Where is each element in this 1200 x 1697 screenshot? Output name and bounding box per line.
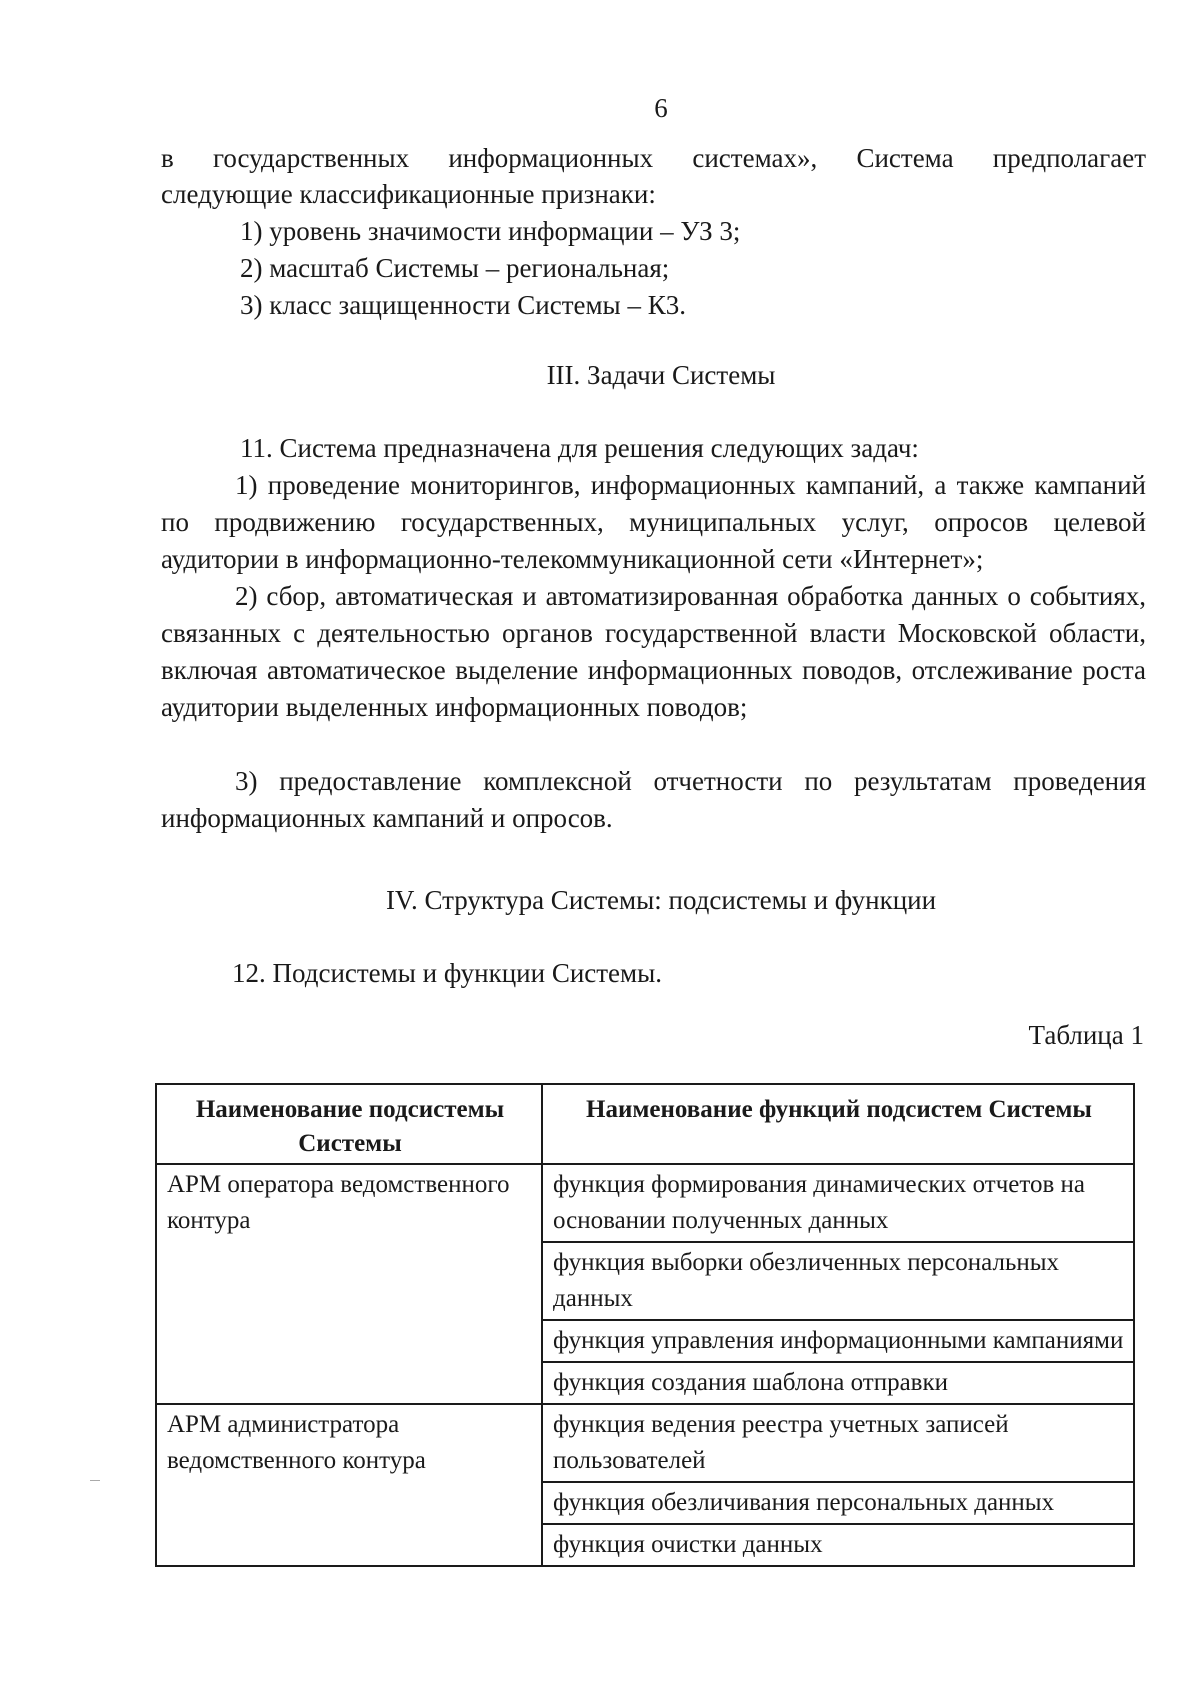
function-cell: функция ведения реестра учетных записей пользователей [542, 1404, 1134, 1482]
intro-item-3: 3) класс защищенности Системы – К3. [240, 290, 686, 320]
intro-item-2: 2) масштаб Системы – региональная; [240, 253, 670, 283]
table-caption: Таблица 1 [1028, 1020, 1144, 1050]
subsystems-table [155, 1083, 1135, 1567]
table-header-subsystem: Наименование подсистемы Системы [156, 1084, 542, 1164]
subsystem-cell: АРМ оператора ведомственного контура [156, 1164, 542, 1404]
section-3-item-1 [161, 467, 1146, 578]
section-3-item-3 [161, 763, 1146, 837]
intro-item-1: 1) уровень значимости информации – УЗ 3; [240, 216, 741, 246]
section-3-item-1-text: 1) проведение мониторингов, информационных кампаний, а также кампаний по продвижению государственных, муниципальных услуг, опросов целевой аудитории в информационно-телекоммуникационной сети «Интернет»; [161, 470, 1146, 574]
section-3-heading: III. Задачи Системы [546, 360, 776, 390]
function-cell: функция очистки данных [542, 1524, 1134, 1566]
table-header-functions: Наименование функций подсистем Системы [542, 1084, 1134, 1164]
section-3-item-2 [161, 578, 1146, 726]
function-cell: функция управления информационными кампаниями [542, 1320, 1134, 1362]
section-3-item-2-text: 2) сбор, автоматическая и автоматизированная обработка данных о событиях, связанных с деятельностью органов государственной власти Московской области, включая автоматическое выделение информационных поводов, отслеживание роста аудитории выделенных информационных поводов; [161, 581, 1146, 722]
intro-line-2: следующие классификационные признаки: [161, 179, 656, 209]
function-cell: функция формирования динамических отчетов на основании полученных данных [542, 1164, 1134, 1242]
section-4-lead: 12. Подсистемы и функции Системы. [232, 958, 663, 988]
table-header-row [156, 1084, 1134, 1164]
table-row [156, 1164, 1134, 1242]
page-number: 6 [654, 93, 668, 123]
function-cell: функция создания шаблона отправки [542, 1362, 1134, 1404]
intro-line-1: в государственных информационных системах», Система предполагает [161, 143, 1146, 173]
function-cell: функция выборки обезличенных персональных данных [542, 1242, 1134, 1320]
subsystem-cell: АРМ администратора ведомственного контура [156, 1404, 542, 1566]
function-cell: функция обезличивания персональных данных [542, 1482, 1134, 1524]
section-3-lead: 11. Система предназначена для решения следующих задач: [240, 433, 919, 463]
margin-mark [90, 1480, 100, 1481]
table-row [156, 1404, 1134, 1482]
section-4-heading: IV. Структура Системы: подсистемы и функции [385, 885, 937, 915]
section-3-item-3-text: 3) предоставление комплексной отчетности по результатам проведения информационных кампаний и опросов. [161, 766, 1146, 833]
